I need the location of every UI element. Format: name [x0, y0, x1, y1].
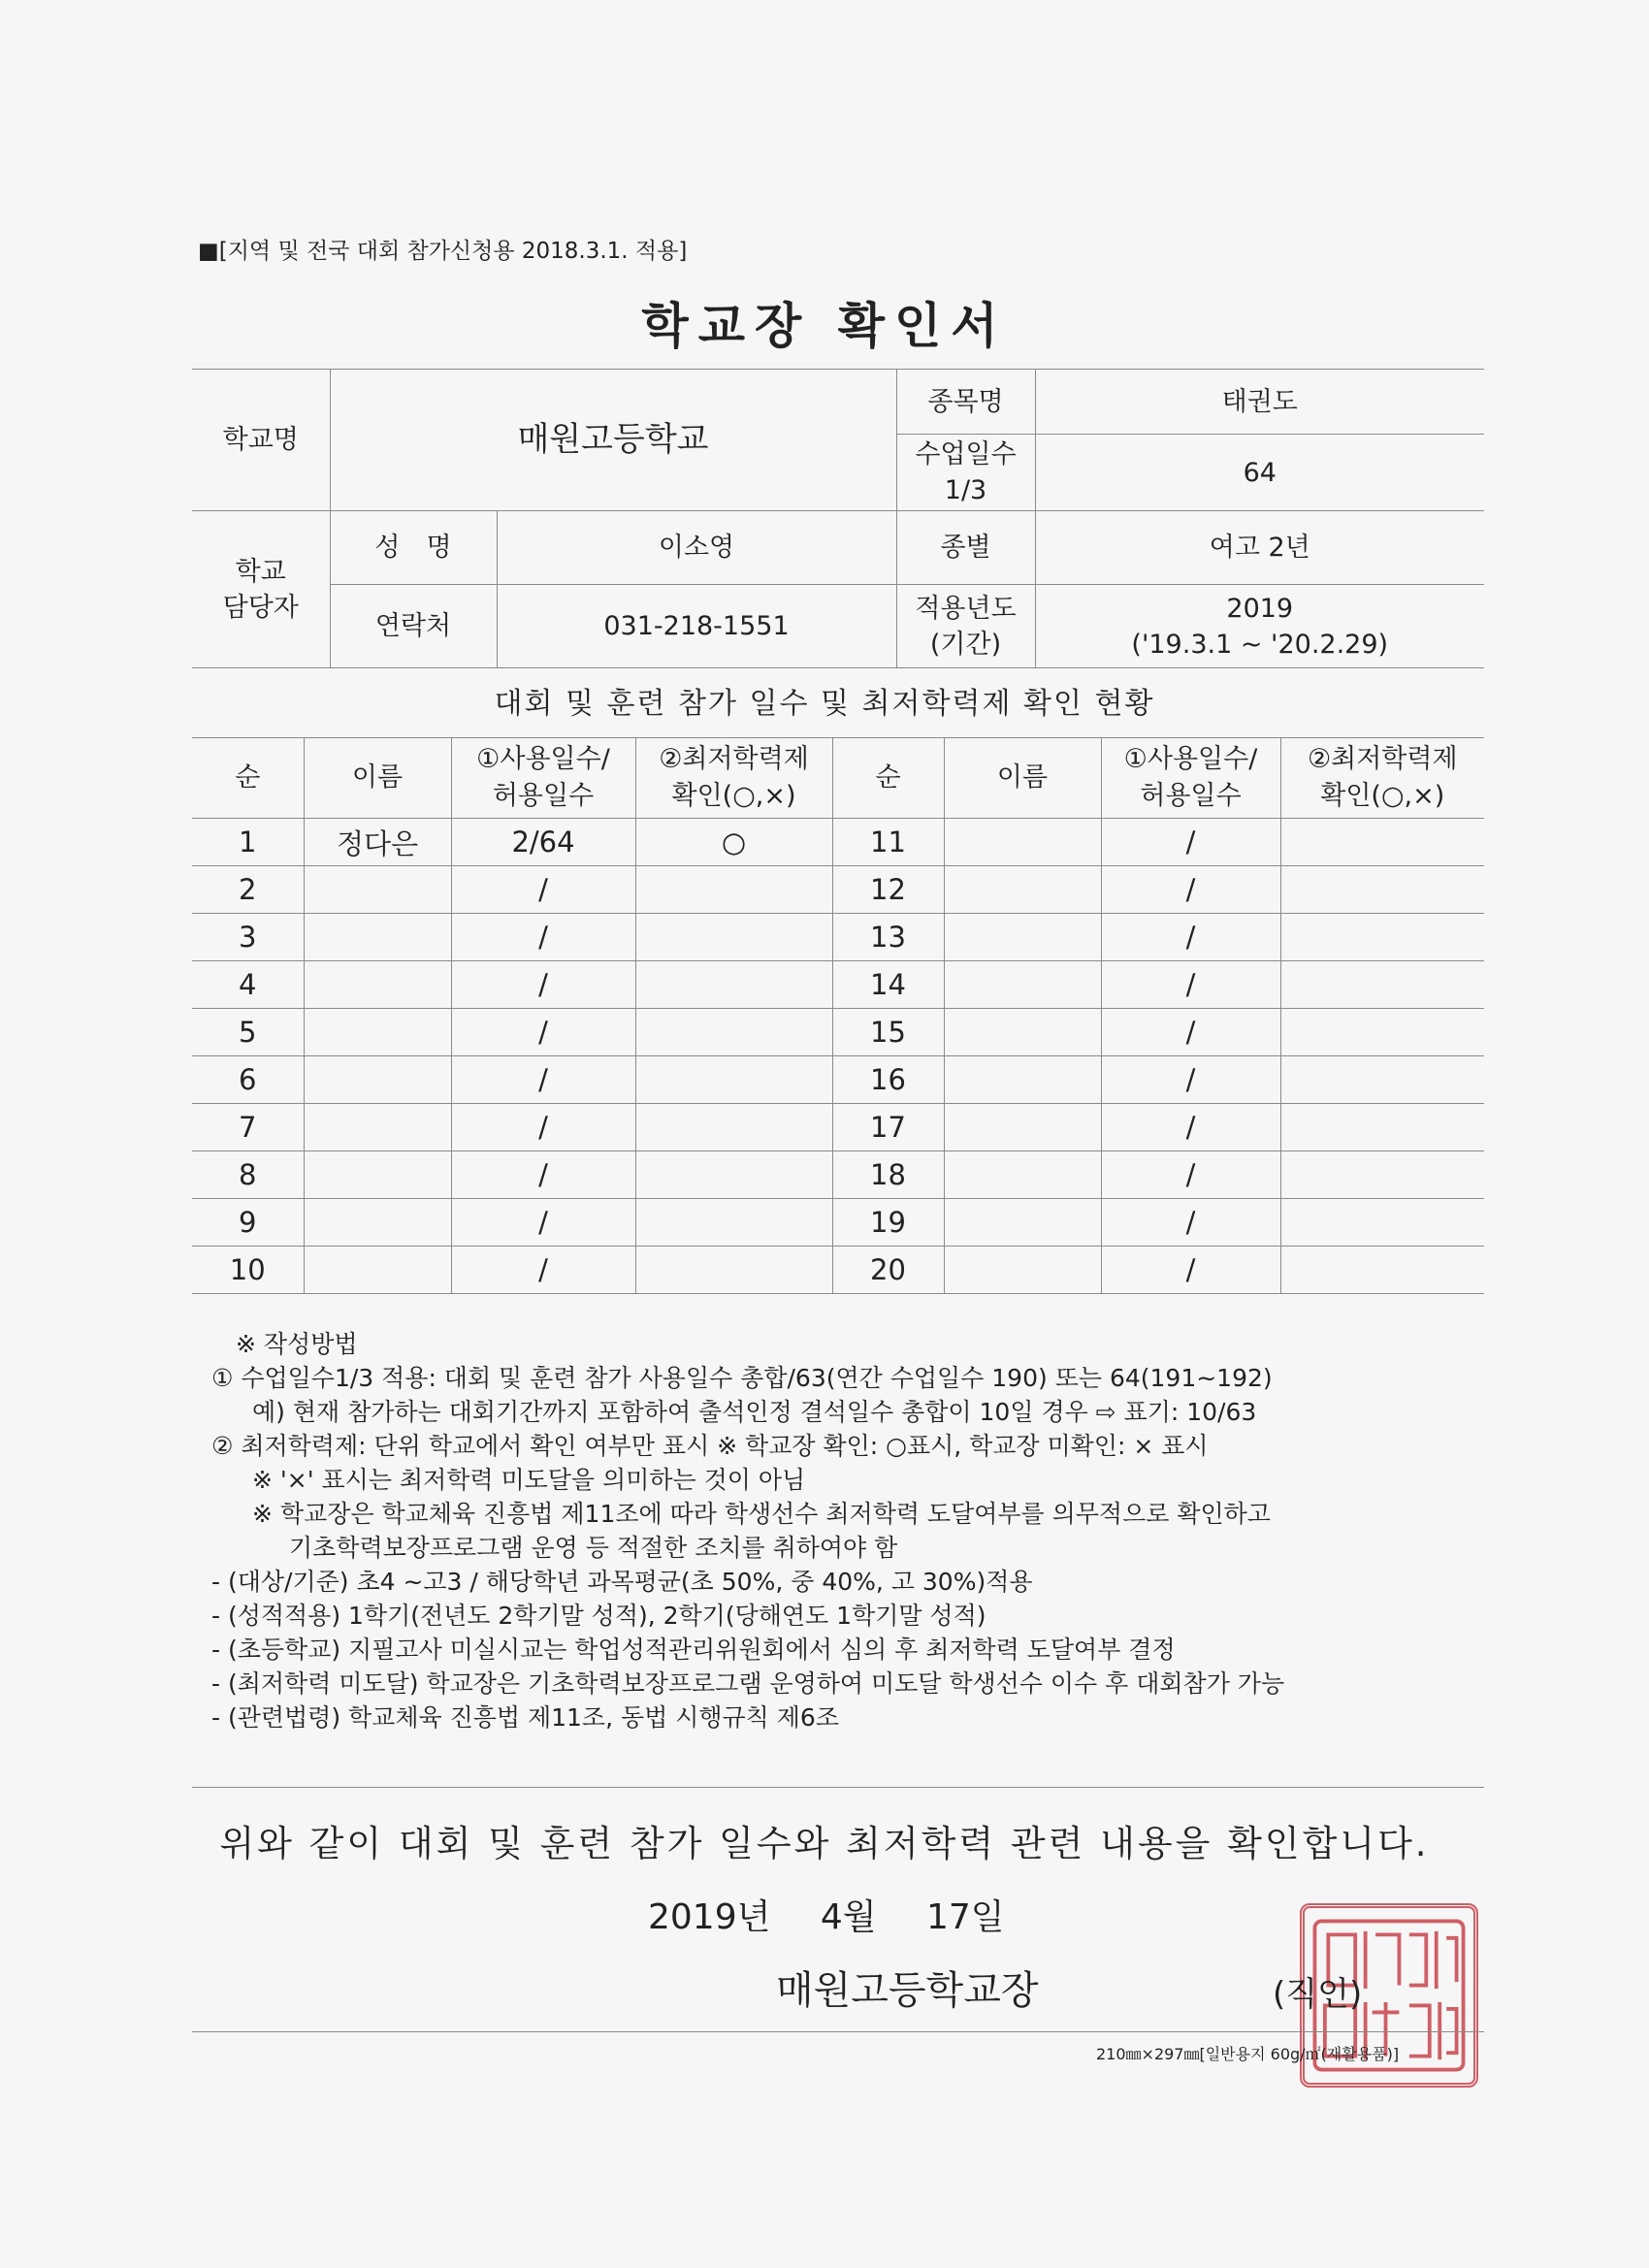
table-row: [192, 1056, 1484, 1104]
right-check-cell: [1280, 914, 1484, 961]
right-name-cell: [944, 1056, 1101, 1104]
participation-table: [192, 737, 1484, 1294]
left-no-cell: 4: [192, 961, 304, 1009]
left-check-cell: [635, 914, 832, 961]
event-label: 종목명: [896, 370, 1035, 435]
left-days-cell: /: [451, 914, 635, 961]
right-days-cell: /: [1101, 1104, 1280, 1151]
right-days-cell: /: [1101, 819, 1280, 866]
left-check-cell: [635, 866, 832, 914]
right-no-cell: 16: [832, 1056, 944, 1104]
left-days-cell: /: [451, 1247, 635, 1294]
right-check-cell: [1280, 866, 1484, 914]
left-no-cell: 9: [192, 1199, 304, 1247]
right-check-cell: [1280, 1056, 1484, 1104]
left-no-cell: 7: [192, 1104, 304, 1151]
instruction-line: - (초등학교) 지필고사 미실시교는 학업성적관리위원회에서 심의 후 최저학력 도달여부 결정: [211, 1636, 1176, 1664]
col-check-left: ②최저학력제 확인(○,×): [635, 738, 832, 819]
instruction-line: - (대상/기준) 초4 ~고3 / 해당학년 과목평균(초 50%, 중 40%, 고 30%)적용: [211, 1568, 1033, 1596]
table-row: [192, 1247, 1484, 1294]
left-check-cell: [635, 961, 832, 1009]
category-label: 종별: [896, 511, 1035, 585]
instruction-line: - (성적적용) 1학기(전년도 2학기말 성적), 2학기(당해연도 1학기말 성적): [211, 1602, 986, 1630]
right-no-cell: 11: [832, 819, 944, 866]
left-days-cell: /: [451, 1151, 635, 1199]
seal-label: (직인): [1273, 1975, 1363, 2014]
col-no-left: 순: [192, 738, 304, 819]
school-info-table: [192, 369, 1484, 668]
left-no-cell: 5: [192, 1009, 304, 1056]
divider: [192, 1787, 1484, 1788]
instruction-line: ① 수업일수1/3 적용: 대회 및 훈련 참가 사용일수 총합/63(연간 수업일수 190) 또는 64(191~192): [211, 1364, 1273, 1392]
table-row: [192, 866, 1484, 914]
left-days-cell: /: [451, 866, 635, 914]
left-name-cell: [304, 914, 451, 961]
category-value: 여고 2년: [1035, 511, 1484, 585]
right-no-cell: 17: [832, 1104, 944, 1151]
divider-bottom: [192, 2031, 1484, 2032]
right-name-cell: [944, 1247, 1101, 1294]
class-days-value: 64: [1035, 435, 1484, 511]
left-no-cell: 1: [192, 819, 304, 866]
left-name-cell: [304, 1009, 451, 1056]
event-value: 태권도: [1035, 370, 1484, 435]
right-days-cell: /: [1101, 914, 1280, 961]
manager-label: 학교 담당자: [192, 511, 330, 668]
right-days-cell: /: [1101, 1056, 1280, 1104]
left-check-cell: [635, 1056, 832, 1104]
instruction-line: - (관련법령) 학교체육 진흥법 제11조, 동법 시행규칙 제6조: [211, 1703, 839, 1732]
right-name-cell: [944, 819, 1101, 866]
form-header-note: ■[지역 및 전국 대회 참가신청용 2018.3.1. 적용]: [198, 239, 688, 264]
left-check-cell: ○: [635, 819, 832, 866]
date-day: 17일: [926, 1897, 1005, 1937]
date-month: 4월: [820, 1897, 877, 1937]
instruction-line: ※ 학교장은 학교체육 진흥법 제11조에 따라 학생선수 최저학력 도달여부를 의무적으로 확인하고: [252, 1500, 1271, 1528]
col-check-right: ②최저학력제 확인(○,×): [1280, 738, 1484, 819]
table-row: [192, 961, 1484, 1009]
right-no-cell: 14: [832, 961, 944, 1009]
manager-name-value: 이소영: [497, 511, 896, 585]
left-check-cell: [635, 1151, 832, 1199]
right-days-cell: /: [1101, 866, 1280, 914]
right-days-cell: /: [1101, 1199, 1280, 1247]
right-name-cell: [944, 1009, 1101, 1056]
issue-date: [648, 1890, 1005, 1939]
table-row: [192, 1151, 1484, 1199]
right-name-cell: [944, 961, 1101, 1009]
instruction-line: ② 최저학력제: 단위 학교에서 확인 여부만 표시 ※ 학교장 확인: ○표시, 학교장 미확인: × 표시: [211, 1432, 1209, 1460]
apply-year-label: 적용년도 (기간): [896, 585, 1035, 668]
right-check-cell: [1280, 1151, 1484, 1199]
left-no-cell: 6: [192, 1056, 304, 1104]
right-name-cell: [944, 1104, 1101, 1151]
instructions-heading: ※ 작성방법: [236, 1330, 358, 1358]
col-name-right: 이름: [944, 738, 1101, 819]
right-days-cell: /: [1101, 1009, 1280, 1056]
contact-value: 031-218-1551: [497, 585, 896, 668]
apply-year-value: 2019 ('19.3.1 ~ '20.2.29): [1035, 585, 1484, 668]
table-row: [192, 1104, 1484, 1151]
school-name-value: 매원고등학교: [330, 370, 896, 511]
left-no-cell: 10: [192, 1247, 304, 1294]
left-days-cell: 2/64: [451, 819, 635, 866]
right-no-cell: 20: [832, 1247, 944, 1294]
left-no-cell: 8: [192, 1151, 304, 1199]
participation-section-title: 대회 및 훈련 참가 일수 및 최저학력제 확인 현황: [494, 687, 1155, 721]
right-check-cell: [1280, 1199, 1484, 1247]
left-days-cell: /: [451, 1199, 635, 1247]
table-row: [192, 914, 1484, 961]
col-no-right: 순: [832, 738, 944, 819]
right-no-cell: 18: [832, 1151, 944, 1199]
manager-name-label: 성 명: [330, 511, 497, 585]
col-name-left: 이름: [304, 738, 451, 819]
right-name-cell: [944, 914, 1101, 961]
principal-title: 매원고등학교장: [776, 1968, 1039, 2013]
participation-header-row: [192, 738, 1484, 819]
right-check-cell: [1280, 1104, 1484, 1151]
left-days-cell: /: [451, 1009, 635, 1056]
right-name-cell: [944, 1199, 1101, 1247]
right-days-cell: /: [1101, 1151, 1280, 1199]
instruction-line: - (최저학력 미도달) 학교장은 기초학력보장프로그램 운영하여 미도달 학생선수 이수 후 대회참가 가능: [211, 1669, 1285, 1698]
instruction-line: 예) 현재 참가하는 대회기간까지 포함하여 출석인정 결석일수 총합이 10일 경우 ⇨ 표기: 10/63: [252, 1398, 1257, 1426]
left-name-cell: [304, 1104, 451, 1151]
document-title: 학교장 확인서: [641, 298, 1008, 354]
date-year: 2019년: [648, 1897, 771, 1937]
left-no-cell: 3: [192, 914, 304, 961]
right-no-cell: 13: [832, 914, 944, 961]
right-check-cell: [1280, 961, 1484, 1009]
right-days-cell: /: [1101, 961, 1280, 1009]
contact-label: 연락처: [330, 585, 497, 668]
confirmation-statement: 위와 같이 대회 및 훈련 참가 일수와 최저학력 관련 내용을 확인합니다.: [219, 1823, 1430, 1864]
right-no-cell: 12: [832, 866, 944, 914]
school-name-label: 학교명: [192, 370, 330, 511]
class-days-label: 수업일수 1/3: [896, 435, 1035, 511]
instruction-line: 기초학력보장프로그램 운영 등 적절한 조치를 취하여야 함: [289, 1534, 898, 1562]
left-days-cell: /: [451, 961, 635, 1009]
col-days-right: ①사용일수/ 허용일수: [1101, 738, 1280, 819]
left-no-cell: 2: [192, 866, 304, 914]
instruction-line: ※ '×' 표시는 최저학력 미도달을 의미하는 것이 아님: [252, 1466, 806, 1494]
table-row: [192, 1009, 1484, 1056]
right-no-cell: 19: [832, 1199, 944, 1247]
right-check-cell: [1280, 1009, 1484, 1056]
left-name-cell: [304, 1056, 451, 1104]
left-name-cell: [304, 1247, 451, 1294]
right-check-cell: [1280, 1247, 1484, 1294]
left-days-cell: /: [451, 1056, 635, 1104]
right-days-cell: /: [1101, 1247, 1280, 1294]
left-name-cell: [304, 1151, 451, 1199]
left-name-cell: [304, 1199, 451, 1247]
paper-spec-footer: 210㎜×297㎜[일반용지 60g/㎡(재활용품)]: [1096, 2045, 1400, 2063]
table-row: [192, 819, 1484, 866]
right-name-cell: [944, 1151, 1101, 1199]
right-name-cell: [944, 866, 1101, 914]
table-row: [192, 1199, 1484, 1247]
left-check-cell: [635, 1009, 832, 1056]
left-days-cell: /: [451, 1104, 635, 1151]
left-name-cell: [304, 866, 451, 914]
left-check-cell: [635, 1199, 832, 1247]
left-name-cell: 정다은: [304, 819, 451, 866]
left-name-cell: [304, 961, 451, 1009]
writing-instructions: [211, 1327, 1284, 1734]
left-check-cell: [635, 1104, 832, 1151]
right-check-cell: [1280, 819, 1484, 866]
col-days-left: ①사용일수/ 허용일수: [451, 738, 635, 819]
right-no-cell: 15: [832, 1009, 944, 1056]
left-check-cell: [635, 1247, 832, 1294]
